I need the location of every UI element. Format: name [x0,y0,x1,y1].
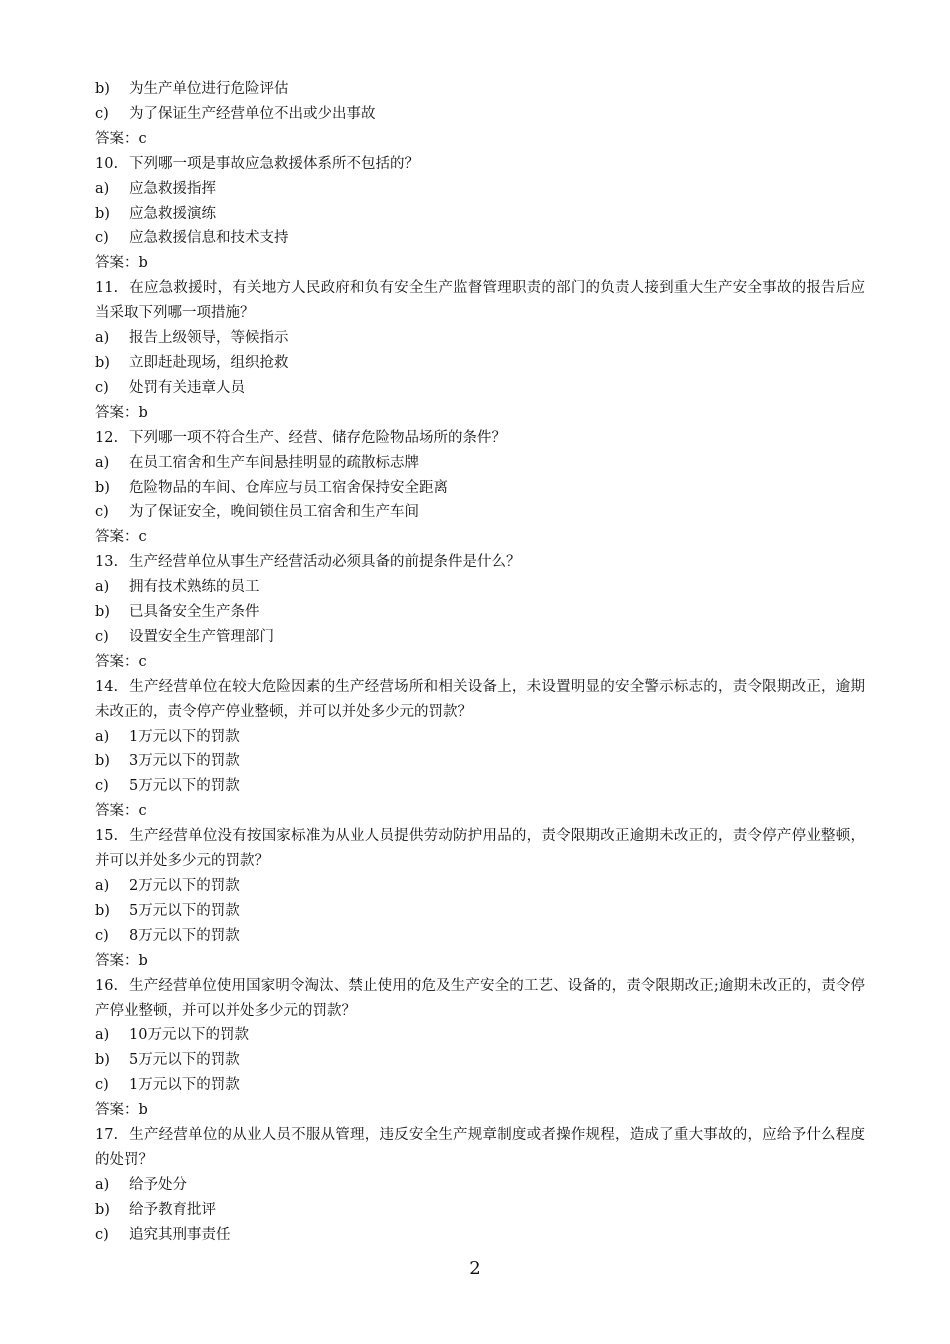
option-item [95,351,865,376]
option-letter: b) [95,479,110,496]
option-text: 给予处分 [129,1176,187,1193]
answer-line: 答案：b [95,952,148,969]
option-letter: a) [95,454,110,471]
question-stem [95,824,865,874]
option-text: 8万元以下的罚款 [129,927,240,944]
option-item [95,874,865,899]
question-number: 11. [95,280,119,297]
option-text: 为了保证生产经营单位不出或少出事故 [129,105,376,122]
question-stem [95,974,865,1024]
option-item [95,476,865,501]
option-item [95,1198,865,1223]
question-block [95,1123,865,1248]
option-letter: b) [95,902,110,919]
question-text: 生产经营单位没有按国家标准为从业人员提供劳动防护用品的，责令限期改正逾期未改正的，责令停产停业整顿，并可以并处多少元的罚款？ [95,828,865,870]
option-letter: a) [95,1027,110,1044]
option-item [95,1048,865,1073]
option-text: 3万元以下的罚款 [129,753,240,770]
option-letter: b) [95,1052,110,1069]
question-number: 14. [95,678,119,695]
option-text: 为生产单位进行危险评估 [129,81,289,97]
option-item [95,451,865,476]
option-letter: a) [95,579,110,596]
answer-line: 答案：c [95,130,147,147]
option-item [95,1023,865,1048]
option-letter: a) [95,180,110,197]
option-item [95,1173,865,1198]
option-item [95,226,865,251]
option-letter: b) [95,81,110,97]
option-text: 设置安全生产管理部门 [129,628,274,645]
answer-line: 答案：b [95,1102,148,1119]
option-letter: a) [95,1176,110,1193]
question-stem [95,152,865,177]
question-number: 13. [95,554,119,571]
option-text: 已具备安全生产条件 [129,604,260,621]
option-text: 拥有技术熟练的员工 [129,579,260,596]
option-letter: c) [95,778,109,795]
question-block [95,152,865,277]
option-item [95,177,865,202]
question-text: 生产经营单位的从业人员不服从管理，违反安全生产规章制度或者操作规程，造成了重大事故的，应给予什么程度的处罚？ [95,1127,865,1168]
option-item [95,500,865,525]
option-item [95,575,865,600]
answer-line: 答案：c [95,529,147,546]
option-letter: b) [95,753,110,770]
option-item [95,774,865,799]
option-letter: c) [95,628,109,645]
option-letter: a) [95,330,110,347]
option-item [95,749,865,774]
option-text: 处罚有关违章人员 [129,379,245,396]
question-number: 17. [95,1127,119,1144]
question-stem [95,675,865,725]
answer-line: 答案：b [95,404,148,421]
option-text: 立即赶赴现场，组织抢救 [129,354,289,371]
question-block [95,974,865,1123]
question-number: 12. [95,429,119,446]
question-text: 在应急救援时，有关地方人民政府和负有安全生产监督管理职责的部门的负责人接到重大生产安全事故的报告后应当采取下列哪一项措施？ [95,280,865,322]
option-item [95,77,865,102]
answer-line: 答案：c [95,803,147,820]
question-text: 下列哪一项不符合生产、经营、储存危险物品场所的条件？ [129,429,506,446]
option-letter: b) [95,354,110,371]
option-letter: a) [95,728,110,745]
option-item [95,725,865,750]
option-item [95,326,865,351]
question-number: 15. [95,828,119,845]
option-letter: b) [95,604,110,621]
answer-line: 答案：c [95,653,147,670]
option-text: 10万元以下的罚款 [129,1027,249,1044]
question-text: 生产经营单位从事生产经营活动必须具备的前提条件是什么？ [129,554,521,571]
option-text: 应急救援演练 [129,205,216,222]
page-number: 2 [469,1258,481,1279]
option-letter: c) [95,230,109,247]
leading-block [95,77,865,152]
question-stem [95,426,865,451]
option-letter: c) [95,1077,109,1094]
answer-line: 答案：b [95,255,148,272]
option-letter: c) [95,105,109,122]
option-item [95,1073,865,1098]
option-text: 应急救援指挥 [129,180,216,197]
option-text: 5万元以下的罚款 [129,902,240,919]
option-letter: c) [95,927,109,944]
question-block [95,426,865,551]
option-item [95,600,865,625]
option-item [95,1223,865,1248]
question-text: 生产经营单位使用国家明令淘汰、禁止使用的危及生产安全的工艺、设备的，责令限期改正;逾期未改正的，责令停产停业整顿，并可以并处多少元的罚款？ [95,977,865,1019]
question-block [95,550,865,675]
option-text: 应急救援信息和技术支持 [129,230,289,247]
question-stem [95,1123,865,1173]
option-text: 2万元以下的罚款 [129,878,240,894]
question-text: 生产经营单位在较大危险因素的生产经营场所和相关设备上，未设置明显的安全警示标志的，责令限期改正，逾期未改正的，责令停产停业整顿，并可以并处多少元的罚款？ [95,678,865,720]
option-letter: b) [95,205,110,222]
option-text: 5万元以下的罚款 [129,778,240,795]
option-item [95,376,865,401]
option-text: 报告上级领导，等候指示 [129,330,289,347]
option-letter: c) [95,379,109,396]
option-item [95,625,865,650]
question-block [95,276,865,425]
question-list [95,152,865,1248]
option-text: 5万元以下的罚款 [129,1052,240,1069]
option-text: 在员工宿舍和生产车间悬挂明显的疏散标志牌 [129,454,419,471]
option-item [95,102,865,127]
question-number: 10. [95,155,119,172]
question-stem [95,276,865,326]
question-block [95,675,865,824]
option-letter: c) [95,504,109,521]
option-text: 1万元以下的罚款 [129,1077,240,1094]
option-text: 追究其刑事责任 [129,1226,231,1243]
option-letter: a) [95,878,110,894]
option-item [95,202,865,227]
option-text: 为了保证安全，晚间锁住员工宿舍和生产车间 [129,504,419,521]
question-stem [95,550,865,575]
option-letter: c) [95,1226,109,1243]
option-item [95,924,865,949]
question-text: 下列哪一项是事故应急救援体系所不包括的？ [129,155,419,172]
option-item [95,899,865,924]
question-block [95,824,865,973]
question-number: 16. [95,977,119,994]
option-text: 1万元以下的罚款 [129,728,240,745]
option-text: 给予教育批评 [129,1201,216,1218]
document-body [95,77,865,1248]
option-text: 危险物品的车间、仓库应与员工宿舍保持安全距离 [129,479,448,496]
option-letter: b) [95,1201,110,1218]
